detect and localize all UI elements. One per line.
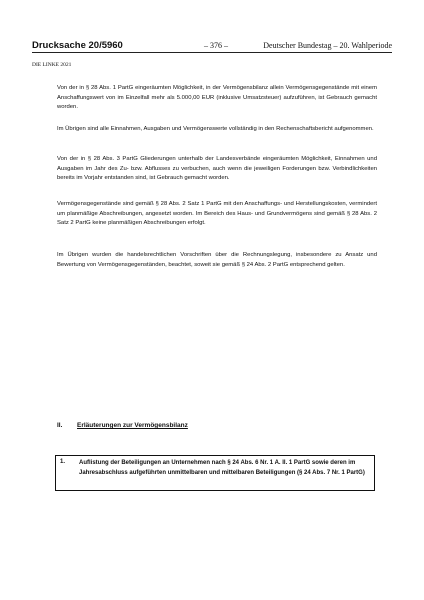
item-box	[55, 455, 375, 491]
paragraph: Von der in § 28 Abs. 3 PartG Gliederungen unterhalb der Landesverbände eingeräumten Möglichkeit, Einnahmen und Ausgaben im Jahr des Zu- bzw. Abflusses zu verbuchen, auch wenn die jeweiligen Forderungen bzw. Verbindlichkeiten bereits im Vorjahr entstanden sind, ist Gebrauch gemacht worden.	[57, 156, 377, 181]
paragraph: Von der in § 28 Abs. 1 PartG eingeräumten Möglichkeit, in der Vermögensbilanz allein Vermögensgegenstände mit einem Anschaffungswert von im Einzelfall mehr als 5.000,00 EUR (inklusive Umsatzsteuer) aufzuführen, ist Gebrauch gemacht worden.	[57, 85, 377, 110]
source-label: DIE LINKE 2021	[32, 62, 72, 68]
page-number: – 376 –	[204, 41, 228, 50]
section-title: Erläuterungen zur Vermögensbilanz	[77, 422, 188, 429]
paragraph: Im Übrigen sind alle Einnahmen, Ausgaben und Vermögenswerte vollständig in den Rechenschaftsbericht aufgenommen.	[57, 126, 374, 132]
paragraph: Im Übrigen wurden die handelsrechtlichen Vorschriften über die Rechnungslegung, insbesondere zu Ansatz und Bewertung von Vermögensgegenständen, beachtet, soweit sie gemäß § 24 Abs. 2 PartG entsprechend gelten.	[57, 252, 377, 268]
item-text: Auflistung der Beteiligungen an Unternehmen nach § 24 Abs. 6 Nr. 1 A. II. 1 PartG sowie deren im Jahresabschluss aufgeführten unmittelbaren und mittelbaren Beteiligungen (§ 24 Abs. 7 Nr. 1 PartG)	[79, 460, 365, 476]
publisher-label: Deutscher Bundestag – 20. Wahlperiode	[263, 41, 392, 50]
paragraph: Vermögensgegenstände sind gemäß § 28 Abs. 2 Satz 1 PartG mit den Anschaffungs- und Herstellungskosten, vermindert um planmäßige Abschreibungen, angesetzt worden. Im Bereich des Haus- und Grundvermögens sind gemäß § 28 Abs. 2 Satz 2 PartG keine planmäßigen Abschreibungen erfolgt.	[57, 201, 377, 226]
drucksache-number: Drucksache 20/5960	[32, 40, 123, 51]
item-number: 1.	[60, 459, 66, 465]
page-header	[32, 40, 392, 53]
section-number: II.	[57, 422, 63, 429]
